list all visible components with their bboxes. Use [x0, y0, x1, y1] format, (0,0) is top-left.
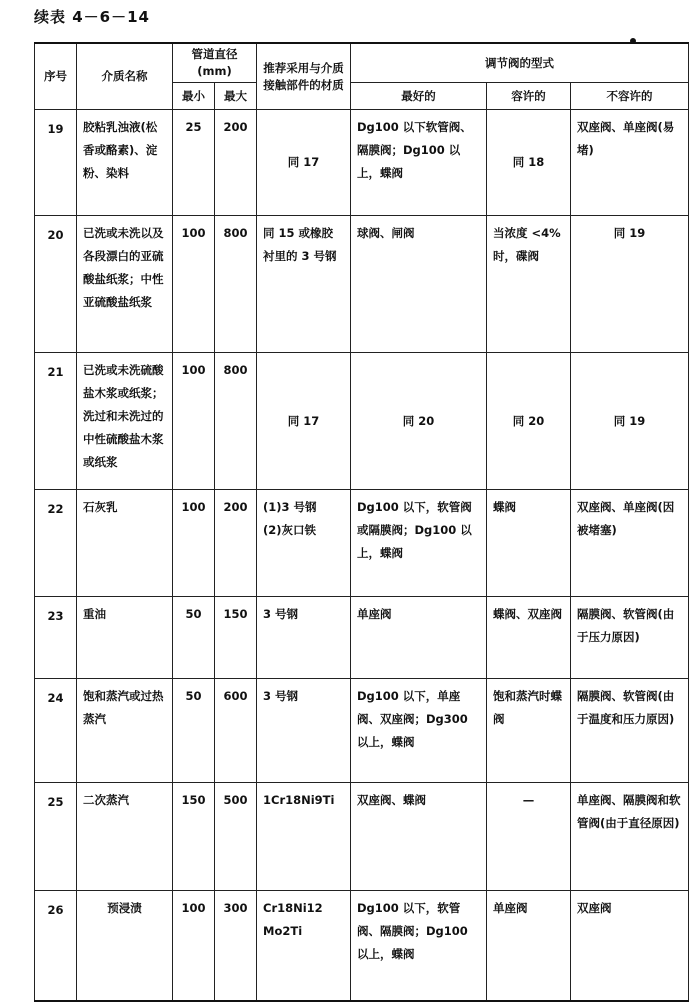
table-row	[35, 490, 689, 597]
cell-no: 25	[35, 783, 77, 891]
header-dia-min: 最小	[173, 83, 215, 110]
cell-max: 500	[215, 783, 257, 891]
cell-not-allowed: 双座阀、单座阀(易堵)	[571, 110, 689, 216]
table-row	[35, 216, 689, 353]
valve-selection-table	[34, 42, 689, 1002]
table-row	[35, 891, 689, 1001]
cell-max: 800	[215, 216, 257, 353]
cell-not-allowed: 同 19	[571, 353, 689, 490]
cell-not-allowed: 同 19	[571, 216, 689, 353]
cell-min: 25	[173, 110, 215, 216]
cell-max: 600	[215, 679, 257, 783]
header-not-allowed: 不容许的	[571, 83, 689, 110]
cell-medium: 二次蒸汽	[77, 783, 173, 891]
cell-material: Cr18Ni12 Mo2Ti	[257, 891, 351, 1001]
decorative-dot	[630, 38, 636, 44]
cell-no: 22	[35, 490, 77, 597]
cell-max: 300	[215, 891, 257, 1001]
cell-min: 100	[173, 891, 215, 1001]
cell-medium: 饱和蒸汽或过热蒸汽	[77, 679, 173, 783]
cell-allowed: 蝶阀、双座阀	[487, 597, 571, 679]
header-row-top	[35, 43, 689, 83]
cell-material: 同 17	[257, 110, 351, 216]
cell-no: 26	[35, 891, 77, 1001]
cell-medium: 石灰乳	[77, 490, 173, 597]
header-allowed: 容许的	[487, 83, 571, 110]
cell-material: 3 号钢	[257, 679, 351, 783]
cell-no: 23	[35, 597, 77, 679]
cell-allowed: 当浓度 <4% 时，碟阀	[487, 216, 571, 353]
table-caption: 续表 4－6－14	[34, 8, 150, 26]
table-row	[35, 597, 689, 679]
cell-max: 800	[215, 353, 257, 490]
table-row	[35, 110, 689, 216]
cell-best: Dg100 以下软管阀、隔膜阀；Dg100 以上，蝶阀	[351, 110, 487, 216]
cell-allowed: —	[487, 783, 571, 891]
cell-min: 50	[173, 679, 215, 783]
header-medium: 介质名称	[77, 43, 173, 110]
cell-no: 24	[35, 679, 77, 783]
table-row	[35, 679, 689, 783]
cell-medium: 预浸渍	[77, 891, 173, 1001]
cell-min: 100	[173, 216, 215, 353]
cell-best: 同 20	[351, 353, 487, 490]
table-container	[34, 42, 688, 1002]
cell-medium: 重油	[77, 597, 173, 679]
header-best: 最好的	[351, 83, 487, 110]
header-valve-type: 调节阀的型式	[351, 43, 689, 83]
cell-material: 同 17	[257, 353, 351, 490]
cell-medium: 已洗或未洗硫酸盐木浆或纸浆；洗过和未洗过的中性硫酸盐木浆或纸浆	[77, 353, 173, 490]
cell-best: 双座阀、蝶阀	[351, 783, 487, 891]
cell-best: 单座阀	[351, 597, 487, 679]
header-dia-max: 最大	[215, 83, 257, 110]
cell-medium: 已洗或未洗以及各段漂白的亚硫酸盐纸浆；中性亚硫酸盐纸浆	[77, 216, 173, 353]
table-row	[35, 353, 689, 490]
cell-max: 200	[215, 490, 257, 597]
cell-not-allowed: 隔膜阀、软管阀(由于压力原因)	[571, 597, 689, 679]
cell-min: 100	[173, 353, 215, 490]
cell-allowed: 单座阀	[487, 891, 571, 1001]
cell-not-allowed: 隔膜阀、软管阀(由于温度和压力原因)	[571, 679, 689, 783]
cell-not-allowed: 双座阀、单座阀(因被堵塞)	[571, 490, 689, 597]
cell-best: Dg100 以下，单座阀、双座阀；Dg300 以上，蝶阀	[351, 679, 487, 783]
cell-min: 50	[173, 597, 215, 679]
header-material: 推荐采用与介质接触部件的材质	[257, 43, 351, 110]
cell-max: 200	[215, 110, 257, 216]
cell-material: 3 号钢	[257, 597, 351, 679]
cell-allowed: 饱和蒸汽时蝶阀	[487, 679, 571, 783]
cell-min: 150	[173, 783, 215, 891]
cell-max: 150	[215, 597, 257, 679]
cell-material: 1Cr18Ni9Ti	[257, 783, 351, 891]
cell-allowed: 同 18	[487, 110, 571, 216]
cell-best: 球阀、闸阀	[351, 216, 487, 353]
cell-no: 20	[35, 216, 77, 353]
cell-best: Dg100 以下，软管阀或隔膜阀；Dg100 以上，蝶阀	[351, 490, 487, 597]
cell-not-allowed: 双座阀	[571, 891, 689, 1001]
header-diameter: 管道直径 (mm)	[173, 43, 257, 83]
cell-allowed: 蝶阀	[487, 490, 571, 597]
header-seq: 序号	[35, 43, 77, 110]
table-row	[35, 783, 689, 891]
cell-material: (1)3 号钢 (2)灰口铁	[257, 490, 351, 597]
cell-best: Dg100 以下，软管阀、隔膜阀；Dg100 以上，蝶阀	[351, 891, 487, 1001]
cell-no: 21	[35, 353, 77, 490]
cell-min: 100	[173, 490, 215, 597]
cell-material: 同 15 或橡胶衬里的 3 号钢	[257, 216, 351, 353]
cell-not-allowed: 单座阀、隔膜阀和软管阀(由于直径原因)	[571, 783, 689, 891]
cell-allowed: 同 20	[487, 353, 571, 490]
cell-no: 19	[35, 110, 77, 216]
cell-medium: 胶粘乳浊液(松香或酪素)、淀粉、染料	[77, 110, 173, 216]
